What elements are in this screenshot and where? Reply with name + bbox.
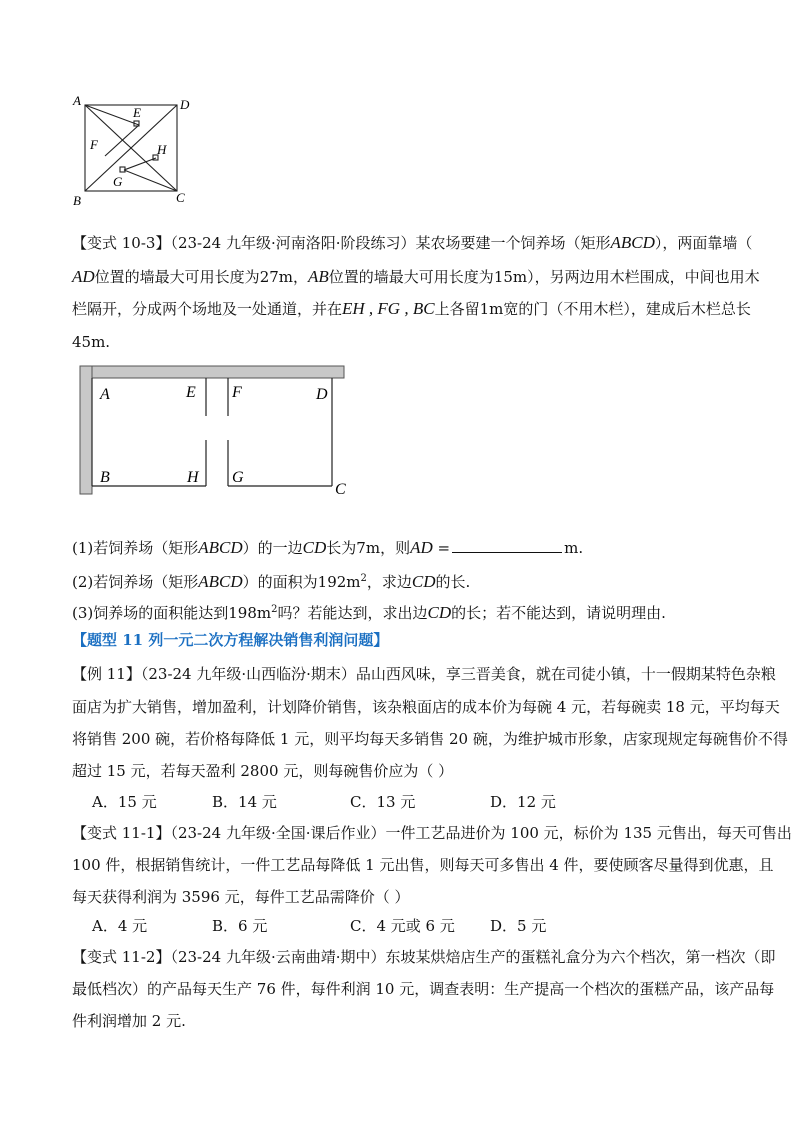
ex11-line-4: 超过 15 元，若每天盈利 2800 元，则每碗售价应为（ ） (72, 762, 454, 780)
question-1: (1)若饲养场（矩形ABCD）的一边CD长为7m，则AD = m. (72, 538, 584, 557)
label-E: E (133, 105, 141, 120)
ex11-line-3: 将销售 200 碗，若价格每降低 1 元，则平均每天多销售 20 碗，为维护城市形象，店家现规定每碗售价不得 (72, 730, 788, 748)
label-H: H (187, 469, 199, 486)
label-F: F (90, 137, 98, 152)
option-d[interactable]: D．5 元 (490, 917, 547, 935)
ex11-line-1: 【例 11】（23-24 九年级·山西临汾·期末）品山西风味，享三晋美食，就在司徒小镇，十一假期某特色杂粮 (72, 665, 776, 683)
label-F: F (232, 384, 242, 401)
option-b[interactable]: B．14 元 (212, 793, 277, 811)
option-d[interactable]: D．12 元 (490, 793, 556, 811)
label-A: A (73, 94, 81, 108)
question-3: (3)饲养场的面积能达到$198m^2$吗？若能达到，求出边CD的长；若不能达到，请说明理由. (72, 603, 666, 622)
label-C: C (176, 190, 185, 205)
v11-1-line-1: 【变式 11-1】（23-24 九年级·全国·课后作业）一件工艺品进价为 100 元，标价为 135 元售出，每天可售出 (72, 824, 792, 842)
label-G: G (113, 174, 123, 189)
option-a[interactable]: A．4 元 (92, 917, 148, 935)
option-c[interactable]: C．4 元或 6 元 (350, 917, 455, 935)
label-D: D (180, 97, 190, 112)
v11-2-line-3: 件利润增加 2 元. (72, 1012, 186, 1030)
v10-3-line-4: 45m. (72, 333, 111, 351)
question-2: (2)若饲养场（矩形ABCD）的面积为$192m^2$，求边CD的长. (72, 572, 471, 591)
label-B: B (100, 469, 110, 486)
farm-figure (78, 364, 358, 498)
section-heading: 【题型 11 列一元二次方程解决销售利润问题】 (72, 631, 389, 649)
label-G: G (232, 469, 244, 486)
v10-3-line-1: 【变式 10-3】（23-24 九年级·河南洛阳·阶段练习）某农场要建一个饲养场（矩形ABCD），两面靠墙（ (72, 233, 753, 252)
answer-blank[interactable] (452, 538, 562, 553)
label-D: D (316, 386, 328, 403)
v10-3-line-3: 栏隔开，分成两个场地及一处通道，并在EH , FG , BC上各留1m宽的门（不用木栏），建成后木栏总长 (72, 299, 751, 318)
ex11-line-2: 面店为扩大销售，增加盈利，计划降价销售，该杂粮面店的成本价为每碗 4 元，若每碗卖 18 元，平均每天 (72, 698, 780, 716)
v10-3-line-2: AD位置的墙最大可用长度为27m，AB位置的墙最大可用长度为15m），另两边用木栏围成，中间也用木 (72, 267, 760, 286)
label-E: E (186, 384, 196, 401)
option-c[interactable]: C．13 元 (350, 793, 416, 811)
label-A: A (100, 386, 110, 403)
label-C: C (335, 481, 346, 498)
v11-1-line-2: 100 件，根据销售统计，一件工艺品每降低 1 元出售，则每天可多售出 4 件，要使顾客尽量得到优惠，且 (72, 856, 774, 874)
v11-2-line-1: 【变式 11-2】（23-24 九年级·云南曲靖·期中）东坡某烘焙店生产的蛋糕礼盒分为六个档次，第一档次（即 (72, 948, 776, 966)
label-H: H (157, 142, 167, 157)
v11-1-line-3: 每天获得利润为 3596 元，每件工艺品需降价（ ） (72, 888, 410, 906)
square-figure (68, 94, 198, 209)
option-b[interactable]: B．6 元 (212, 917, 268, 935)
option-a[interactable]: A．15 元 (92, 793, 157, 811)
label-B: B (73, 193, 81, 208)
v11-2-line-2: 最低档次）的产品每天生产 76 件，每件利润 10 元，调查表明：生产提高一个档次的蛋糕产品，该产品每 (72, 980, 775, 998)
